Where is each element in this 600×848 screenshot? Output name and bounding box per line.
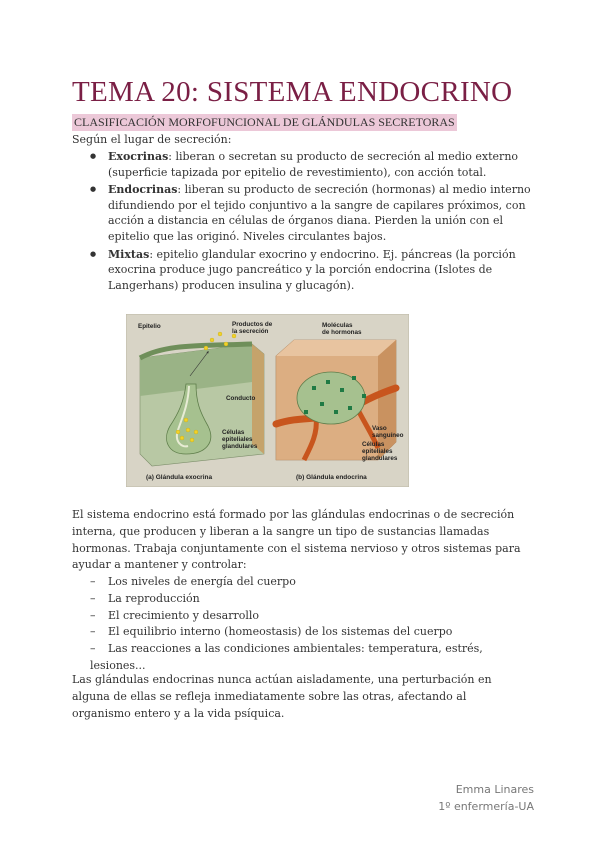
control-item-text: Los niveles de energía del cuerpo <box>108 575 296 588</box>
list-item-endocrinas <box>72 182 532 244</box>
label-celulas-a-3: glandulares <box>222 443 258 450</box>
label-productos-2: la secreción <box>232 328 269 335</box>
list-item-exocrinas <box>72 149 532 180</box>
label-vaso-1: Vaso <box>372 425 387 432</box>
paragraph-interactions: Las glándulas endocrinas nunca actúan aisladamente, una perturbación en alguna de ellas se refleja inmediatamente sobre las otras, afectando al organismo entero y a la vida psíquica. <box>72 673 492 720</box>
list-item <box>72 574 532 591</box>
control-item-text: El crecimiento y desarrollo <box>108 608 259 622</box>
label-celulas-a-2: epiteliales <box>222 436 253 443</box>
label-moleculas-2: de hormonas <box>322 329 362 336</box>
list-item <box>72 591 532 608</box>
term-exocrinas: Exocrinas <box>108 150 169 163</box>
desc-exocrinas: : liberan o secretan su producto de secreción al medio externo (superficie tapizada por epitelio de revestimiento), con acción total. <box>108 150 519 179</box>
caption-b: (b) Glándula endocrina <box>296 474 367 481</box>
list-item <box>72 624 532 641</box>
label-celulas-b-2: epiteliales <box>362 448 393 455</box>
page-title: TEMA 20: SISTEMA ENDOCRINO <box>72 76 513 108</box>
control-item-text: El equilibrio interno (homeostasis) de los sistemas del cuerpo <box>108 625 453 639</box>
label-conducto: Conducto <box>226 395 256 402</box>
control-item-text: Las reacciones a las condiciones ambientales: temperatura, estrés, lesiones... <box>90 642 483 672</box>
list-item <box>72 641 532 675</box>
label-celulas-b-1: Células <box>362 441 385 448</box>
control-item-text: La reproducción <box>108 591 200 605</box>
gland-classes-list <box>72 149 532 295</box>
label-celulas-a-1: Células <box>222 429 245 436</box>
desc-mixtas: : epitelio glandular exocrino y endocrino. Ej. páncreas (la porción exocrina produce jugo pancreático y la porción endocrina (Islotes de Langerhans) producen insulina y glucagón). <box>108 247 516 292</box>
paragraph-endocrine-system: El sistema endocrino está formado por las glándulas endocrinas o de secreción interna, que producen y liberan a la sangre un tipo de sustancias llamadas hormonas. Trabaja conjuntamente con el sistema nervioso y otros sistemas para ayudar a mantener y controlar: <box>72 508 521 572</box>
list-item <box>72 608 532 625</box>
desc-endocrinas: : liberan su producto de secreción (hormonas) al medio interno difundiendo por el tejido conjuntivo a la sangre de capilares próximos, con acción a distancia en células de órganos diana. Pierden la unión con el epitelio que las originó. Niveles circulantes bajos. <box>108 183 531 243</box>
label-moleculas-1: Moléculas <box>322 322 353 329</box>
endocrine-gland-illustration <box>276 322 404 481</box>
intro-text: Según el lugar de secreción: <box>72 133 232 146</box>
footer-course: 1º enfermería-UA <box>438 800 534 813</box>
section-subtitle: CLASIFICACIÓN MORFOFUNCIONAL DE GLÁNDULAS SECRETORAS <box>74 115 455 129</box>
label-celulas-b-3: glandulares <box>362 455 398 462</box>
term-endocrinas: Endocrinas <box>108 183 178 197</box>
footer <box>438 781 534 815</box>
label-vaso-2: sanguíneo <box>372 432 404 439</box>
caption-a: (a) Glándula exocrina <box>146 474 213 481</box>
label-productos-1: Productos de <box>232 321 273 328</box>
footer-author: Emma Linares <box>455 783 534 796</box>
list-item-mixtas <box>72 247 532 294</box>
label-epitelio: Epitelio <box>138 323 161 330</box>
term-mixtas: Mixtas <box>108 247 150 261</box>
controls-list <box>72 574 532 675</box>
gland-diagram <box>126 314 409 487</box>
